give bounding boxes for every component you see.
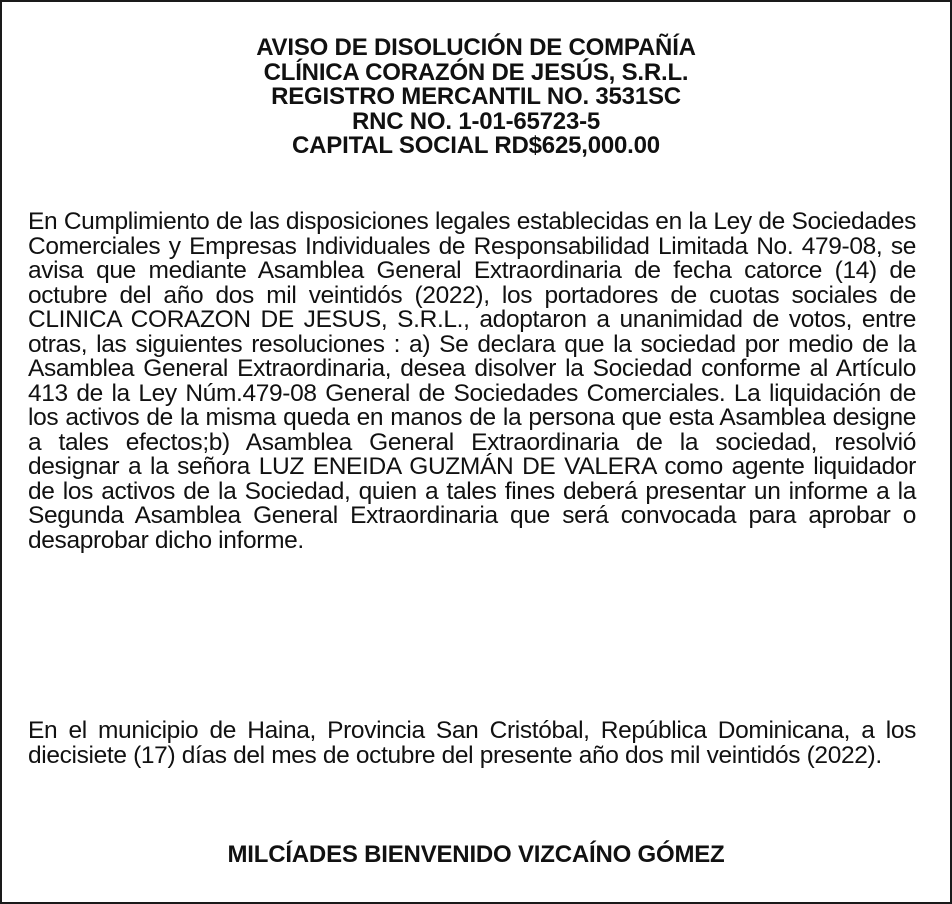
signatory-name: MILCÍADES BIENVENIDO VIZCAÍNO GÓMEZ xyxy=(227,841,725,868)
mercantile-registry: REGISTRO MERCANTIL NO. 3531SC xyxy=(271,83,681,110)
notice-title: AVISO DE DISOLUCIÓN DE COMPAÑÍA xyxy=(256,34,696,61)
resolution-paragraph: En Cumplimiento de las disposiciones legales establecidas en la Ley de Sociedades Comerciales y Empresas Individuales de Responsabilidad Limitada No. 479-08, se avisa que mediante Asamblea General Extraordinaria de fecha catorce (14) de octubre del año dos mil veintidós (2022), los portadores de cuotas sociales de CLINICA CORAZON DE JESUS, S.R.L., adoptaron a unanimidad de votos, entre otras, las siguientes resoluciones : a) Se declara que la sociedad por medio de la Asamblea General Extraordinaria, desea disolver la Sociedad conforme al Artículo 413 de la Ley Núm.479-08 General de Sociedades Comerciales. La liquidación de los activos de la misma queda en manos de la persona que esta Asamblea designe a tales efectos;b) Asamblea General Extraordinaria de la sociedad, resolvió designar a la señora LUZ ENEIDA GUZMÁN DE VALERA como agente liquidador de los activos de la Sociedad, quien a tales fines deberá presentar un informe a la Segunda Asamblea General Extraordinaria que será convocada para aprobar o desaprobar dicho informe. xyxy=(28,208,916,554)
social-capital: CAPITAL SOCIAL RD$625,000.00 xyxy=(292,132,660,159)
notice-header xyxy=(2,36,950,159)
rnc-number: RNC NO. 1-01-65723-5 xyxy=(351,107,601,135)
place-date-paragraph: En el municipio de Haina, Provincia San Cristóbal, República Dominicana, a los diecisiete (17) días del mes de octubre del presente año dos mil veintidós (2022). xyxy=(28,717,916,769)
company-name: CLÍNICA CORAZÓN DE JESÚS, S.R.L. xyxy=(263,58,689,86)
